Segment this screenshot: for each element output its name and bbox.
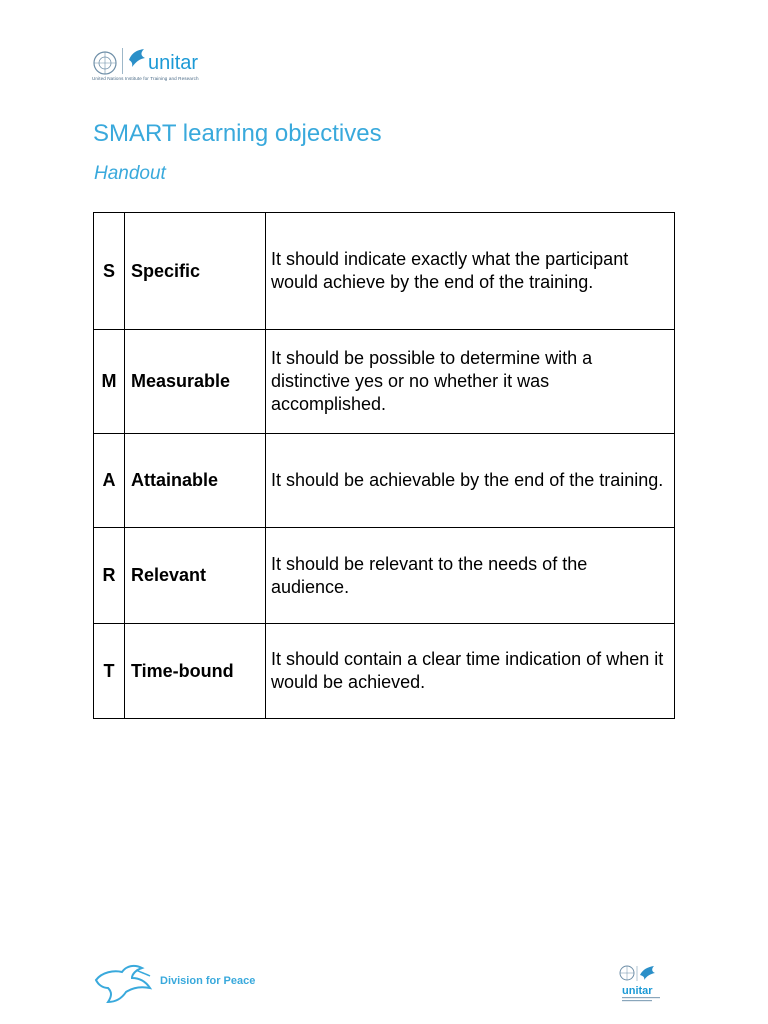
un-emblem-icon	[92, 50, 118, 76]
row-letter: T	[94, 624, 125, 719]
table-row	[94, 330, 675, 434]
row-letter: M	[94, 330, 125, 434]
row-term: Measurable	[125, 330, 266, 434]
unitar-logo	[92, 44, 222, 84]
footer-logo-icon	[618, 963, 666, 1003]
row-term: Time-bound	[125, 624, 266, 719]
row-description: It should be relevant to the needs of the audience.	[266, 528, 675, 624]
table-row	[94, 213, 675, 330]
row-description: It should be possible to determine with a distinctive yes or no whether it was accomplished.	[266, 330, 675, 434]
row-term: Attainable	[125, 434, 266, 528]
row-description: It should be achievable by the end of the training.	[266, 434, 675, 528]
page-subtitle: Handout	[94, 163, 166, 184]
footer-division: Division for Peace	[160, 975, 256, 987]
footer-unitar-logo	[618, 963, 666, 1003]
logo-divider	[122, 48, 123, 74]
footer-logo-wordmark: unitar	[622, 985, 653, 997]
row-description: It should indicate exactly what the participant would achieve by the end of the training.	[266, 213, 675, 330]
table-row	[94, 624, 675, 719]
logo-wordmark: unitar	[148, 52, 199, 74]
dove-icon	[126, 46, 148, 70]
row-letter: S	[94, 213, 125, 330]
smart-table	[93, 212, 675, 719]
table-row	[94, 528, 675, 624]
logo-subtitle: United Nations Institute for Training and Research	[92, 76, 199, 81]
page-title: SMART learning objectives	[93, 120, 382, 147]
row-term: Specific	[125, 213, 266, 330]
row-letter: A	[94, 434, 125, 528]
table-row	[94, 434, 675, 528]
row-term: Relevant	[125, 528, 266, 624]
dove-icon	[92, 962, 154, 1004]
row-description: It should contain a clear time indication of when it would be achieved.	[266, 624, 675, 719]
row-letter: R	[94, 528, 125, 624]
